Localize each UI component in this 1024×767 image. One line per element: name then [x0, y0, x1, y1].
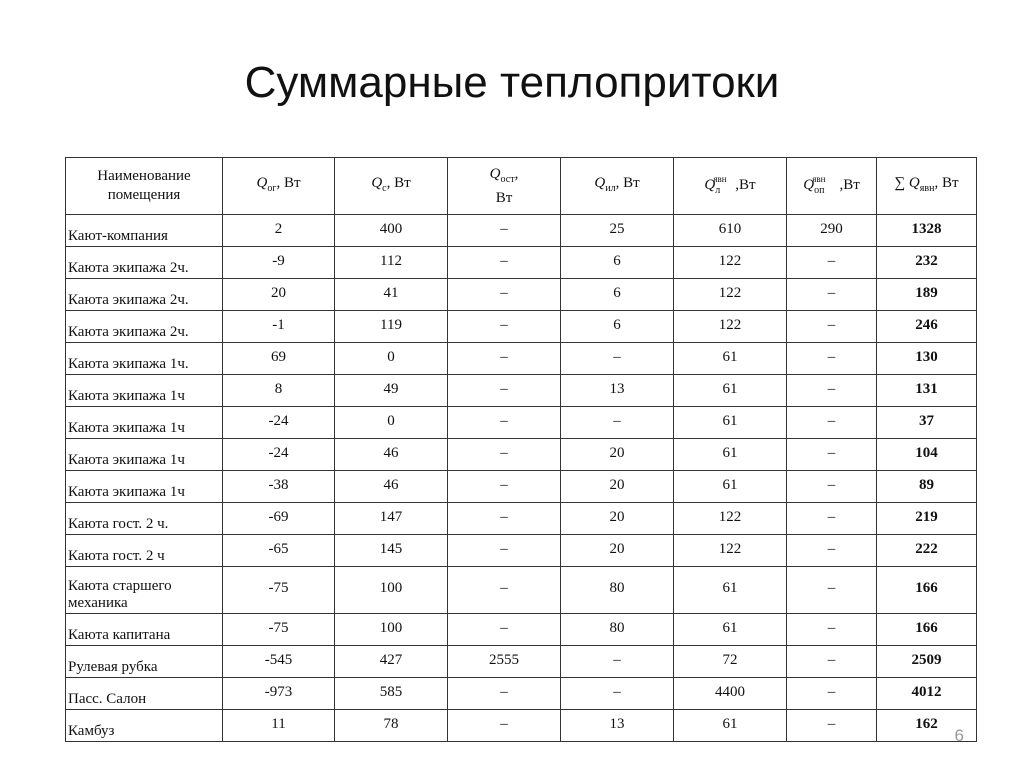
- q-il-cell: –: [561, 343, 674, 375]
- q-op-cell: –: [787, 439, 877, 471]
- table-row: [66, 343, 977, 375]
- room-name-cell: Каюта гост. 2 ч: [66, 535, 223, 567]
- header-q-ost: $Q_{ост}$, Вт: [448, 158, 561, 215]
- q-il-cell: 25: [561, 215, 674, 247]
- q-l-cell: 122: [674, 279, 787, 311]
- q-sum-cell: 1328: [877, 215, 977, 247]
- q-og-cell: -1: [223, 311, 335, 343]
- q-ost-cell: 2555: [448, 646, 561, 678]
- q-l-cell: 610: [674, 215, 787, 247]
- q-ost-cell: –: [448, 678, 561, 710]
- room-name-cell: Каюта экипажа 1ч: [66, 407, 223, 439]
- q-c-cell: 100: [335, 614, 448, 646]
- q-ost-cell: –: [448, 710, 561, 742]
- q-l-cell: 61: [674, 471, 787, 503]
- q-ost-cell: –: [448, 439, 561, 471]
- q-og-cell: -24: [223, 407, 335, 439]
- q-il-cell: 80: [561, 567, 674, 614]
- q-l-cell: 61: [674, 710, 787, 742]
- room-name-cell: Каюта экипажа 2ч.: [66, 311, 223, 343]
- q-c-cell: 112: [335, 247, 448, 279]
- q-ost-cell: –: [448, 279, 561, 311]
- q-c-cell: 0: [335, 343, 448, 375]
- q-sum-cell: 166: [877, 614, 977, 646]
- header-q-op: Q явн $_{оп}$ ,Вт: [787, 158, 877, 215]
- q-op-cell: –: [787, 247, 877, 279]
- q-op-cell: –: [787, 646, 877, 678]
- table-row: [66, 678, 977, 710]
- q-og-cell: -9: [223, 247, 335, 279]
- q-og-cell: 8: [223, 375, 335, 407]
- q-l-cell: 122: [674, 535, 787, 567]
- q-sum-cell: 104: [877, 439, 977, 471]
- q-op-cell: –: [787, 407, 877, 439]
- table-row: [66, 215, 977, 247]
- q-c-cell: 78: [335, 710, 448, 742]
- q-l-cell: 61: [674, 439, 787, 471]
- q-il-cell: 6: [561, 279, 674, 311]
- room-name-cell: Каюта гост. 2 ч.: [66, 503, 223, 535]
- q-il-cell: –: [561, 678, 674, 710]
- table-row: [66, 503, 977, 535]
- q-op-cell: –: [787, 343, 877, 375]
- header-room-name: Наименование помещения: [66, 158, 223, 215]
- header-q-il: $Q_{ил}$, Вт: [561, 158, 674, 215]
- q-op-cell: –: [787, 710, 877, 742]
- q-op-cell: –: [787, 471, 877, 503]
- q-op-cell: 290: [787, 215, 877, 247]
- q-l-cell: 122: [674, 311, 787, 343]
- heat-gain-table: [65, 157, 977, 742]
- table-row: [66, 535, 977, 567]
- q-op-cell: –: [787, 614, 877, 646]
- q-og-cell: -75: [223, 614, 335, 646]
- q-ost-cell: –: [448, 535, 561, 567]
- table-row: [66, 710, 977, 742]
- header-sum: ∑ $Q_{явн}$, Вт: [877, 158, 977, 215]
- q-og-cell: -69: [223, 503, 335, 535]
- table-row: [66, 567, 977, 614]
- q-sum-cell: 166: [877, 567, 977, 614]
- q-il-cell: 20: [561, 439, 674, 471]
- q-og-cell: 11: [223, 710, 335, 742]
- q-il-cell: –: [561, 407, 674, 439]
- header-q-l: Q явн $_л$ ,Вт: [674, 158, 787, 215]
- q-c-cell: 427: [335, 646, 448, 678]
- table-row: [66, 279, 977, 311]
- q-c-cell: 46: [335, 471, 448, 503]
- q-il-cell: 13: [561, 710, 674, 742]
- q-og-cell: -973: [223, 678, 335, 710]
- room-name-cell: Рулевая рубка: [66, 646, 223, 678]
- q-ost-cell: –: [448, 375, 561, 407]
- q-c-cell: 41: [335, 279, 448, 311]
- q-c-cell: 49: [335, 375, 448, 407]
- table-row: [66, 646, 977, 678]
- q-il-cell: 20: [561, 503, 674, 535]
- q-l-cell: 122: [674, 503, 787, 535]
- q-l-cell: 61: [674, 407, 787, 439]
- page-number: 6: [954, 726, 964, 745]
- q-l-cell: 61: [674, 567, 787, 614]
- table-body: [66, 215, 977, 742]
- q-l-cell: 122: [674, 247, 787, 279]
- q-sum-cell: 2509: [877, 646, 977, 678]
- room-name-cell: Каюта экипажа 1ч: [66, 471, 223, 503]
- q-og-cell: -38: [223, 471, 335, 503]
- q-og-cell: -75: [223, 567, 335, 614]
- q-sum-cell: 89: [877, 471, 977, 503]
- q-l-cell: 61: [674, 343, 787, 375]
- header-q-og: $Q_{ог}$, Вт: [223, 158, 335, 215]
- q-sum-cell: 131: [877, 375, 977, 407]
- q-l-cell: 61: [674, 375, 787, 407]
- room-name-cell: Каюта старшего механика: [66, 567, 223, 614]
- slide-title: Суммарные теплопритоки: [244, 58, 780, 107]
- q-ost-cell: –: [448, 503, 561, 535]
- q-og-cell: 20: [223, 279, 335, 311]
- q-il-cell: 20: [561, 471, 674, 503]
- q-og-cell: 69: [223, 343, 335, 375]
- q-sum-cell: 130: [877, 343, 977, 375]
- table-row: [66, 311, 977, 343]
- q-op-cell: –: [787, 311, 877, 343]
- q-ost-cell: –: [448, 407, 561, 439]
- q-op-cell: –: [787, 535, 877, 567]
- q-op-cell: –: [787, 503, 877, 535]
- q-sum-cell: 4012: [877, 678, 977, 710]
- room-name-cell: Каюта экипажа 2ч.: [66, 279, 223, 311]
- q-op-cell: –: [787, 375, 877, 407]
- q-il-cell: 80: [561, 614, 674, 646]
- q-og-cell: -24: [223, 439, 335, 471]
- room-name-cell: Каюта экипажа 1ч: [66, 439, 223, 471]
- q-og-cell: 2: [223, 215, 335, 247]
- room-name-cell: Каюта экипажа 1ч: [66, 375, 223, 407]
- q-il-cell: 13: [561, 375, 674, 407]
- q-sum-cell: 222: [877, 535, 977, 567]
- q-c-cell: 400: [335, 215, 448, 247]
- header-row: [66, 158, 977, 215]
- room-name-cell: Каюта экипажа 2ч.: [66, 247, 223, 279]
- q-c-cell: 147: [335, 503, 448, 535]
- q-l-cell: 61: [674, 614, 787, 646]
- q-sum-cell: 162: [877, 710, 977, 742]
- q-sum-cell: 189: [877, 279, 977, 311]
- table-row: [66, 247, 977, 279]
- q-op-cell: –: [787, 279, 877, 311]
- q-sum-cell: 246: [877, 311, 977, 343]
- q-c-cell: 145: [335, 535, 448, 567]
- q-ost-cell: –: [448, 343, 561, 375]
- q-il-cell: 6: [561, 311, 674, 343]
- q-c-cell: 119: [335, 311, 448, 343]
- q-sum-cell: 232: [877, 247, 977, 279]
- q-l-cell: 4400: [674, 678, 787, 710]
- room-name-cell: Кают-компания: [66, 215, 223, 247]
- q-og-cell: -545: [223, 646, 335, 678]
- q-sum-cell: 37: [877, 407, 977, 439]
- q-c-cell: 100: [335, 567, 448, 614]
- q-ost-cell: –: [448, 311, 561, 343]
- q-il-cell: 6: [561, 247, 674, 279]
- q-og-cell: -65: [223, 535, 335, 567]
- room-name-cell: Пасс. Салон: [66, 678, 223, 710]
- room-name-cell: Каюта капитана: [66, 614, 223, 646]
- q-op-cell: –: [787, 567, 877, 614]
- q-c-cell: 46: [335, 439, 448, 471]
- q-il-cell: 20: [561, 535, 674, 567]
- q-il-cell: –: [561, 646, 674, 678]
- table-row: [66, 439, 977, 471]
- q-sum-cell: 219: [877, 503, 977, 535]
- q-l-cell: 72: [674, 646, 787, 678]
- room-name-cell: Каюта экипажа 1ч.: [66, 343, 223, 375]
- q-c-cell: 585: [335, 678, 448, 710]
- q-c-cell: 0: [335, 407, 448, 439]
- q-ost-cell: –: [448, 614, 561, 646]
- header-q-c: $Q_с$, Вт: [335, 158, 448, 215]
- q-ost-cell: –: [448, 471, 561, 503]
- table-row: [66, 471, 977, 503]
- q-op-cell: –: [787, 678, 877, 710]
- q-ost-cell: –: [448, 567, 561, 614]
- table-row: [66, 375, 977, 407]
- q-ost-cell: –: [448, 215, 561, 247]
- table-row: [66, 407, 977, 439]
- table-row: [66, 614, 977, 646]
- room-name-cell: Камбуз: [66, 710, 223, 742]
- q-ost-cell: –: [448, 247, 561, 279]
